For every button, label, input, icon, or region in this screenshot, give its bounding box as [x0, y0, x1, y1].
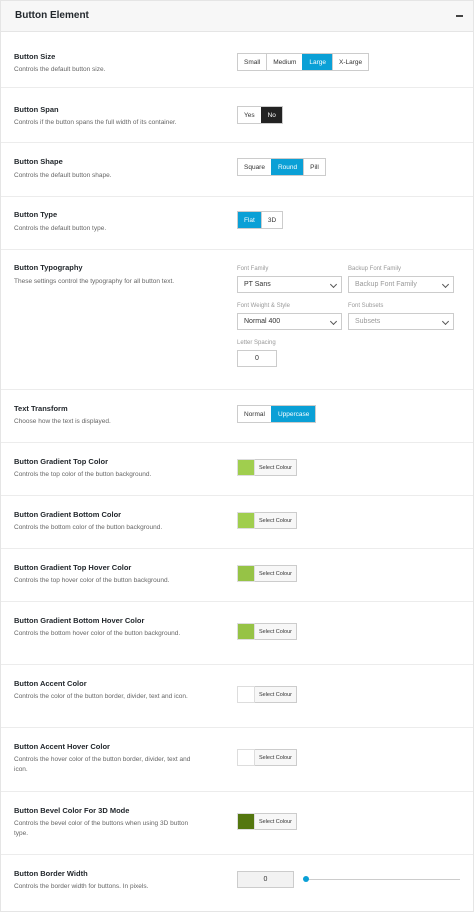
setting-label: Button Size [14, 52, 56, 61]
option-no[interactable]: No [261, 107, 282, 123]
setting-description: Controls the default button type. [14, 225, 107, 232]
select-colour-button[interactable]: Select Colour [255, 623, 297, 640]
option-round[interactable]: Round [271, 159, 303, 175]
setting-description: Controls the border width for buttons. In pixels. [14, 883, 149, 890]
setting-gradient-bottom-color [1, 495, 473, 547]
setting-gradient-bottom-hover-color [1, 601, 473, 663]
option-flat[interactable]: Flat [238, 212, 261, 228]
font-family-select[interactable] [237, 276, 342, 293]
option-3d[interactable]: 3D [261, 212, 282, 228]
setting-description: Choose how the text is displayed. [14, 418, 111, 425]
button-span-group [237, 106, 283, 124]
setting-button-size [1, 33, 473, 86]
setting-description: Controls the bottom color of the button background. [14, 524, 163, 531]
color-swatch[interactable] [237, 459, 255, 476]
option-square[interactable]: Square [244, 163, 265, 171]
setting-border-width [1, 854, 473, 911]
setting-label: Button Span [14, 105, 59, 114]
letter-spacing-label: Letter Spacing [237, 340, 276, 346]
option-x-large[interactable]: X-Large [332, 54, 368, 70]
setting-button-span [1, 87, 473, 141]
setting-accent-hover-color [1, 727, 473, 790]
setting-gradient-top-color [1, 442, 473, 494]
font-subsets-label: Font Subsets [348, 303, 384, 309]
select-colour-button[interactable]: Select Colour [255, 565, 297, 582]
setting-description: Controls the default button shape. [14, 172, 112, 179]
setting-button-shape [1, 142, 473, 195]
setting-description: Controls the top hover color of the button background. [14, 577, 170, 584]
select-colour-button[interactable]: Select Colour [255, 813, 297, 830]
font-weight-value: Normal 400 [244, 318, 281, 325]
setting-description: Controls if the button spans the full width of its container. [14, 119, 177, 126]
button-shape-group [237, 158, 326, 176]
letter-spacing-input[interactable]: 0 [237, 350, 277, 367]
setting-bevel-color [1, 791, 473, 853]
setting-label: Button Gradient Bottom Hover Color [14, 616, 145, 625]
option-pill[interactable]: Pill [303, 159, 325, 175]
setting-gradient-top-hover-color [1, 548, 473, 600]
option-small[interactable]: Small [244, 58, 261, 66]
color-swatch[interactable] [237, 623, 255, 640]
select-colour-button[interactable]: Select Colour [255, 749, 297, 766]
color-picker[interactable] [237, 749, 297, 766]
setting-button-typography [1, 249, 473, 388]
option-yes[interactable]: Yes [244, 111, 255, 119]
color-picker[interactable] [237, 459, 297, 476]
color-swatch[interactable] [237, 813, 255, 830]
chevron-down-icon [442, 281, 449, 288]
setting-description: Controls the top color of the button background. [14, 471, 152, 478]
setting-label: Text Transform [14, 404, 68, 413]
option-uppercase[interactable]: Uppercase [271, 406, 315, 422]
font-weight-select[interactable] [237, 313, 342, 330]
button-type-group [237, 211, 283, 229]
backup-family-label: Backup Font Family [348, 266, 402, 272]
setting-accent-color [1, 664, 473, 726]
setting-label: Button Accent Hover Color [14, 742, 110, 751]
setting-text-transform [1, 389, 473, 441]
select-colour-button[interactable]: Select Colour [255, 686, 297, 703]
select-colour-button[interactable]: Select Colour [255, 512, 297, 529]
border-width-slider-track[interactable] [304, 879, 460, 880]
setting-label: Button Border Width [14, 869, 88, 878]
setting-label: Button Gradient Top Color [14, 457, 109, 466]
option-medium[interactable]: Medium [266, 54, 302, 70]
chevron-down-icon [442, 318, 449, 325]
button-size-group [237, 53, 369, 71]
backup-family-placeholder: Backup Font Family [355, 281, 417, 288]
minus-icon[interactable] [456, 15, 463, 17]
border-width-input[interactable]: 0 [237, 871, 294, 888]
option-normal[interactable]: Normal [244, 410, 265, 418]
setting-description: Controls the hover color of the button border, divider, text and icon. [14, 756, 191, 773]
color-picker[interactable] [237, 623, 297, 640]
font-weight-label: Font Weight & Style [237, 303, 290, 309]
setting-label: Button Gradient Top Hover Color [14, 563, 132, 572]
option-large[interactable]: Large [302, 54, 332, 70]
font-subsets-placeholder: Subsets [355, 318, 381, 325]
setting-label: Button Shape [14, 157, 63, 166]
chevron-down-icon [330, 318, 337, 325]
color-picker[interactable] [237, 512, 297, 529]
setting-label: Button Accent Color [14, 679, 87, 688]
color-swatch[interactable] [237, 565, 255, 582]
setting-description: Controls the default button size. [14, 66, 106, 73]
border-width-slider-handle[interactable] [303, 876, 309, 882]
setting-description: These settings control the typography for all button text. [14, 278, 175, 285]
color-swatch[interactable] [237, 686, 255, 703]
font-family-value: PT Sans [244, 281, 271, 288]
color-picker[interactable] [237, 813, 297, 830]
setting-button-type [1, 196, 473, 248]
backup-family-select[interactable] [348, 276, 454, 293]
select-colour-button[interactable]: Select Colour [255, 459, 297, 476]
setting-label: Button Gradient Bottom Color [14, 510, 122, 519]
setting-label: Button Typography [14, 263, 83, 272]
chevron-down-icon [330, 281, 337, 288]
font-family-label: Font Family [237, 266, 269, 272]
text-transform-group [237, 405, 316, 423]
setting-description: Controls the color of the button border, divider, text and icon. [14, 693, 188, 700]
setting-label: Button Type [14, 210, 58, 219]
font-subsets-select[interactable] [348, 313, 454, 330]
setting-description: Controls the bevel color of the buttons when using 3D button type. [14, 820, 189, 837]
color-picker[interactable] [237, 686, 297, 703]
setting-label: Button Bevel Color For 3D Mode [14, 806, 130, 815]
color-swatch[interactable] [237, 749, 255, 766]
section-header[interactable] [1, 1, 473, 32]
section-title: Button Element [15, 10, 89, 21]
color-picker[interactable] [237, 565, 297, 582]
setting-description: Controls the bottom hover color of the button background. [14, 630, 181, 637]
color-swatch[interactable] [237, 512, 255, 529]
